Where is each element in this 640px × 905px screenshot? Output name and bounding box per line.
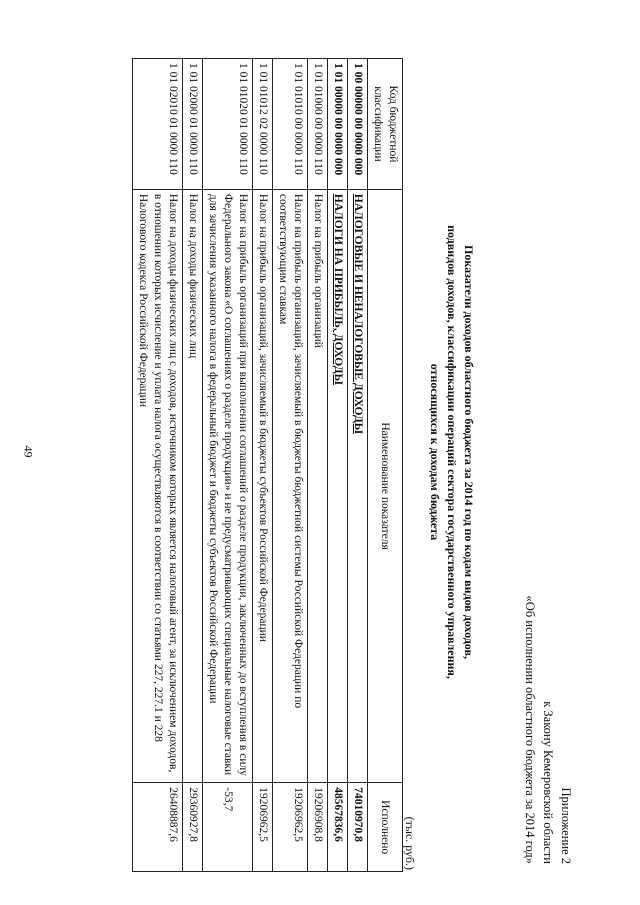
title-line-3: относящихся к доходам бюджета bbox=[428, 363, 442, 541]
document-page bbox=[35, 22, 575, 882]
table-row bbox=[133, 59, 183, 872]
units-label: (тыс. руб.) bbox=[403, 816, 417, 870]
row-name: Налог на доходы физических лиц с доходов, источником которых является налоговый агент, за исключением доходов, в отношении которых исчисление и уплата налога осуществляются в соответствии со статьями 227, 227.1 и 228 Налогового кодекса Российской Федерации bbox=[133, 189, 183, 782]
row-code: 1 00 00000 00 0000 000 bbox=[348, 59, 368, 190]
row-value: -53,7 bbox=[203, 783, 253, 872]
row-value: 19206908,8 bbox=[308, 783, 328, 872]
row-code: 1 01 01000 00 0000 110 bbox=[308, 59, 328, 190]
title-line-1: Показатели доходов областного бюджета за 2014 год по кодам видов доходов, bbox=[462, 245, 476, 659]
row-name: Налог на прибыль организаций при выполнении соглашений о разделе продукции, заключенных до вступления в силу Федерального закона «О соглашениях о разделе продукции» и не предусматривающих специальные налоговые ставки для зачисления указанного налога в федеральный бюджет и бюджеты субъектов Российской Федерации bbox=[203, 189, 253, 782]
row-name: Налог на прибыль организаций, зачисляемый в бюджеты субъектов Российской Федерации bbox=[253, 189, 273, 782]
row-code: 1 01 00000 00 0000 000 bbox=[328, 59, 348, 190]
row-name: НАЛОГОВЫЕ И НЕНАЛОГОВЫЕ ДОХОДЫ bbox=[348, 189, 368, 782]
row-value: 74010970,8 bbox=[348, 783, 368, 872]
revenue-table bbox=[132, 58, 403, 872]
row-code: 1 01 02010 01 0000 110 bbox=[133, 59, 183, 190]
table-row bbox=[203, 59, 253, 872]
header-value: Исполнено bbox=[368, 783, 403, 872]
row-value: 19206962,5 bbox=[253, 783, 273, 872]
appendix-line-2: к Закону Кемеровской области bbox=[541, 701, 555, 864]
table-row bbox=[253, 59, 273, 872]
appendix-header bbox=[521, 596, 575, 864]
row-name: НАЛОГИ НА ПРИБЫЛЬ, ДОХОДЫ bbox=[328, 189, 348, 782]
row-value: 48567836,6 bbox=[328, 783, 348, 872]
header-name: Наименование показателя bbox=[368, 189, 403, 782]
row-value: 19206962,5 bbox=[273, 783, 308, 872]
row-value: 26408887,6 bbox=[133, 783, 183, 872]
document-title bbox=[426, 22, 477, 882]
row-name: Налог на прибыль организаций bbox=[308, 189, 328, 782]
row-name: Налог на доходы физических лиц bbox=[183, 189, 203, 782]
row-code: 1 01 02000 01 0000 110 bbox=[183, 59, 203, 190]
table-header-row bbox=[368, 59, 403, 872]
row-code: 1 01 01012 02 0000 110 bbox=[253, 59, 273, 190]
table-row bbox=[348, 59, 368, 872]
page-number: 49 bbox=[21, 445, 36, 458]
row-value: 29360927,8 bbox=[183, 783, 203, 872]
header-code: Код бюджетной классификации bbox=[368, 59, 403, 190]
appendix-line-3: «Об исполнении областного бюджета за 2014 год» bbox=[523, 595, 537, 864]
row-code: 1 01 01010 00 0000 110 bbox=[273, 59, 308, 190]
table-row bbox=[183, 59, 203, 872]
table-row bbox=[328, 59, 348, 872]
title-line-2: подвидов доходов, классификации операций сектора государственного управления, bbox=[445, 225, 459, 679]
table-row bbox=[273, 59, 308, 872]
row-code: 1 01 01020 01 0000 110 bbox=[203, 59, 253, 190]
appendix-line-1: Приложение 2 bbox=[559, 787, 573, 864]
table-row bbox=[308, 59, 328, 872]
row-name: Налог на прибыль организаций, зачисляемый в бюджеты бюджетной системы Российской Федерации по соответствующим ставкам bbox=[273, 189, 308, 782]
